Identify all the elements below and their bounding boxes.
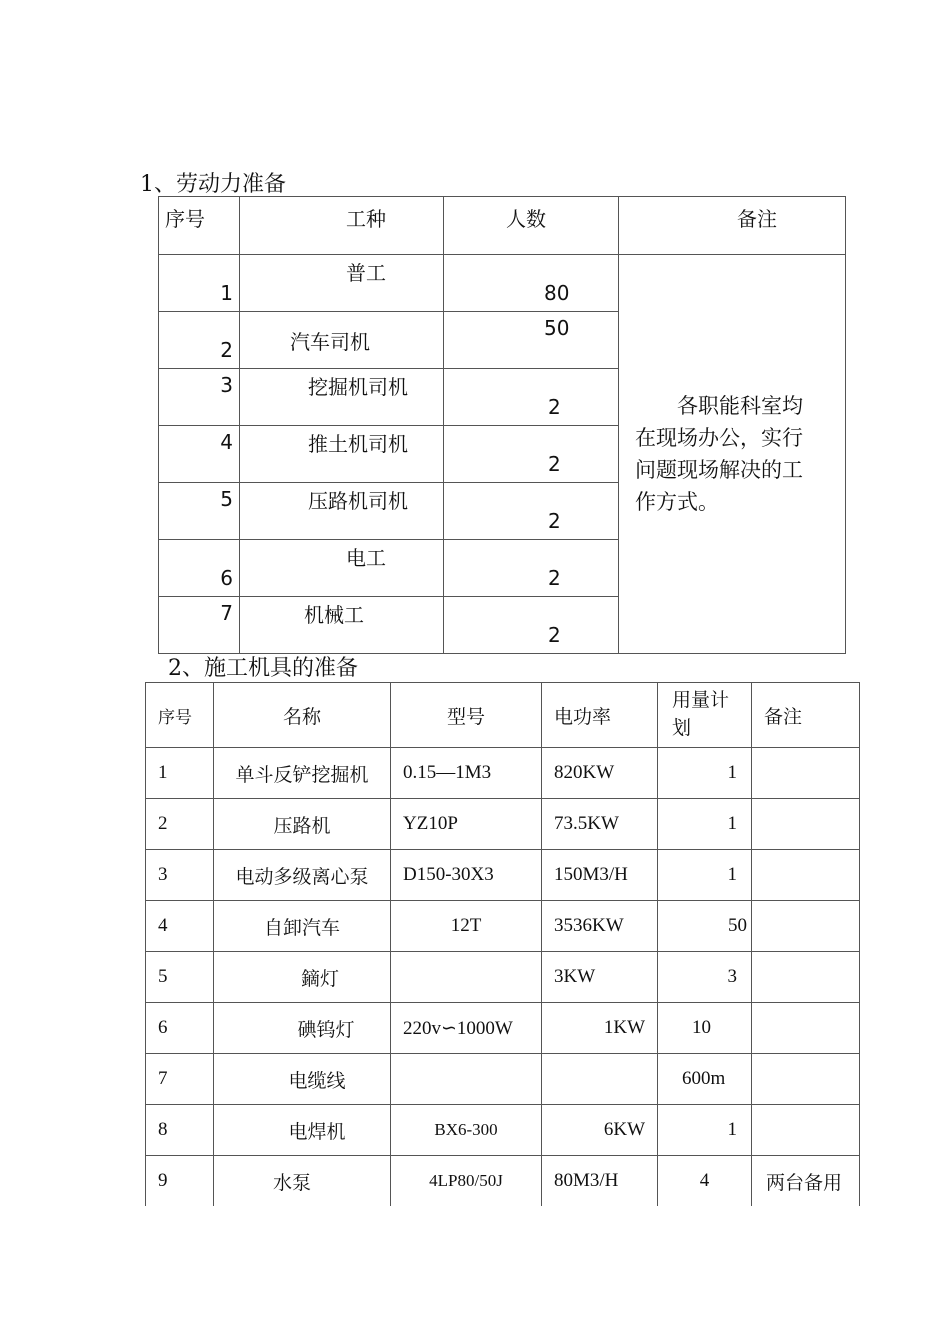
row-name: 自卸汽车 [214, 901, 391, 952]
remark-line: 各职能科室均 [677, 394, 803, 418]
header-remark: 备注 [619, 197, 846, 255]
row-model: 4LP80/50J [391, 1156, 542, 1207]
header-no: 序号 [159, 197, 240, 255]
row-no: 2 [159, 312, 240, 369]
row-count: 2 [444, 597, 619, 654]
row-no: 6 [146, 1003, 214, 1054]
row-no: 3 [146, 850, 214, 901]
row-model: 0.15—1M3 [391, 748, 542, 799]
row-type: 压路机司机 [240, 483, 444, 540]
section1-title: 1、劳动力准备 [140, 172, 286, 197]
row-no: 7 [159, 597, 240, 654]
row-note [752, 952, 860, 1003]
row-no: 5 [146, 952, 214, 1003]
row-type: 推土机司机 [240, 426, 444, 483]
row-count: 2 [444, 426, 619, 483]
table-row [146, 1105, 860, 1156]
row-no: 7 [146, 1054, 214, 1105]
header-qty: 用量计划 [658, 683, 752, 748]
row-model: D150-30X3 [391, 850, 542, 901]
table-row [146, 850, 860, 901]
row-model: 220v∽1000W [391, 1003, 542, 1054]
row-name: 压路机 [214, 799, 391, 850]
row-qty: 50 [658, 901, 752, 952]
row-qty: 1 [658, 1105, 752, 1156]
row-qty: 1 [658, 799, 752, 850]
row-type: 普工 [240, 255, 444, 312]
row-qty: 1 [658, 850, 752, 901]
row-power: 1KW [542, 1003, 658, 1054]
row-qty: 3 [658, 952, 752, 1003]
table-row [146, 1003, 860, 1054]
row-no: 8 [146, 1105, 214, 1156]
row-type: 机械工 [240, 597, 444, 654]
table-row [146, 799, 860, 850]
row-power [542, 1054, 658, 1105]
row-power: 6KW [542, 1105, 658, 1156]
remark-line: 作方式。 [635, 490, 719, 514]
row-type: 电工 [240, 540, 444, 597]
labor-table [158, 196, 846, 654]
header-power: 电功率 [542, 683, 658, 748]
row-no: 4 [159, 426, 240, 483]
row-no: 5 [159, 483, 240, 540]
row-model: BX6-300 [391, 1105, 542, 1156]
row-count: 50 [444, 312, 619, 369]
header-no: 序号 [146, 683, 214, 748]
row-no: 6 [159, 540, 240, 597]
table-row [146, 748, 860, 799]
row-type: 汽车司机 [240, 312, 444, 369]
equipment-table [145, 682, 860, 1206]
table-row [159, 255, 846, 312]
row-model: 12T [391, 901, 542, 952]
row-no: 3 [159, 369, 240, 426]
row-power: 3KW [542, 952, 658, 1003]
row-count: 80 [444, 255, 619, 312]
table-row [146, 1054, 860, 1105]
row-name: 电缆线 [214, 1054, 391, 1105]
row-power: 3536KW [542, 901, 658, 952]
row-qty: 1 [658, 748, 752, 799]
header-note: 备注 [752, 683, 860, 748]
table-row [146, 901, 860, 952]
remark-cell [619, 255, 846, 654]
table-row [146, 1156, 860, 1207]
table-row [146, 952, 860, 1003]
row-power: 80M3/H [542, 1156, 658, 1207]
remark-line: 问题现场解决的工 [635, 458, 803, 482]
row-no: 2 [146, 799, 214, 850]
row-note: 两台备用 [752, 1156, 860, 1207]
row-model [391, 1054, 542, 1105]
section2-title: 2、施工机具的准备 [168, 656, 358, 681]
row-qty: 10 [658, 1003, 752, 1054]
table-header-row [146, 683, 860, 748]
row-no: 9 [146, 1156, 214, 1207]
row-note [752, 1105, 860, 1156]
row-name: 鏑灯 [214, 952, 391, 1003]
row-note [752, 850, 860, 901]
header-type: 工种 [240, 197, 444, 255]
row-qty: 4 [658, 1156, 752, 1207]
header-count: 人数 [444, 197, 619, 255]
row-note [752, 799, 860, 850]
row-note [752, 1003, 860, 1054]
row-type: 挖掘机司机 [240, 369, 444, 426]
row-note [752, 1054, 860, 1105]
row-no: 4 [146, 901, 214, 952]
row-power: 820KW [542, 748, 658, 799]
row-name: 单斗反铲挖掘机 [214, 748, 391, 799]
row-count: 2 [444, 483, 619, 540]
row-count: 2 [444, 540, 619, 597]
table-header-row [159, 197, 846, 255]
header-name: 名称 [214, 683, 391, 748]
row-note [752, 901, 860, 952]
row-no: 1 [159, 255, 240, 312]
remark-line: 在现场办公，实行 [635, 426, 803, 450]
row-name: 电焊机 [214, 1105, 391, 1156]
row-count: 2 [444, 369, 619, 426]
row-name: 电动多级离心泵 [214, 850, 391, 901]
row-power: 73.5KW [542, 799, 658, 850]
row-power: 150M3/H [542, 850, 658, 901]
row-qty: 600m [658, 1054, 752, 1105]
header-model: 型号 [391, 683, 542, 748]
row-name: 水泵 [214, 1156, 391, 1207]
row-name: 碘钨灯 [214, 1003, 391, 1054]
row-note [752, 748, 860, 799]
row-model: YZ10P [391, 799, 542, 850]
row-model [391, 952, 542, 1003]
row-no: 1 [146, 748, 214, 799]
